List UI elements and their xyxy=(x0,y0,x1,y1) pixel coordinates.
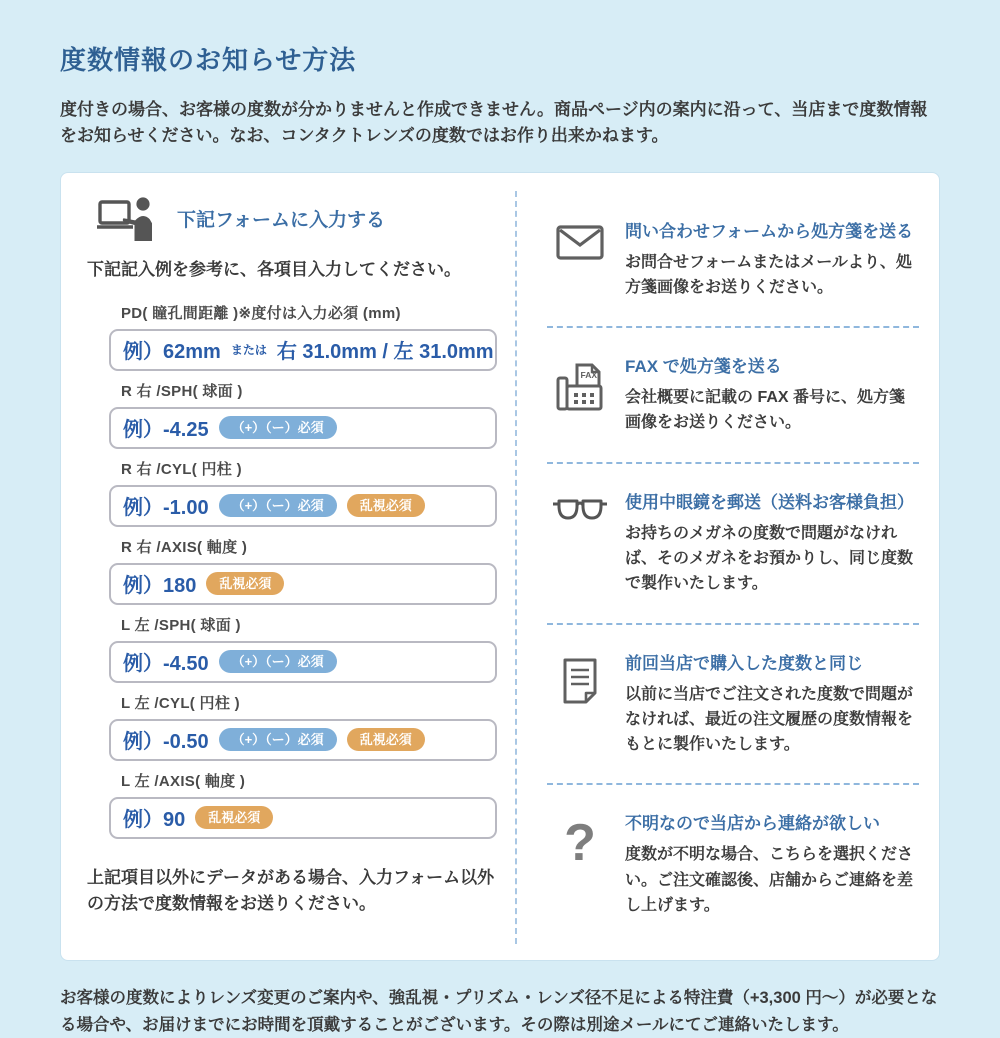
form-field-r-axis xyxy=(109,536,497,605)
example-value: 例）-4.25 xyxy=(123,419,209,442)
form-field-r-sph xyxy=(109,380,497,449)
plus-minus-required-badge: （+）（ー）必須 xyxy=(219,494,337,517)
method-body: 以前に当店でご注文された度数で問題がなければ、最近の注文履歴の度数情報をもとに製作いたします。 xyxy=(625,685,914,754)
plus-minus-required-badge: （+）（ー）必須 xyxy=(219,416,337,439)
form-fields xyxy=(85,302,497,839)
example-or-text: または xyxy=(230,343,267,358)
example-value: 例）90 xyxy=(123,809,186,832)
form-section-header xyxy=(97,195,497,243)
astigmatism-required-badge: 乱視必須 xyxy=(347,728,425,751)
form-input-section xyxy=(85,191,515,944)
method-title: FAX で処方箋を送る xyxy=(625,357,782,377)
question-icon xyxy=(547,809,613,918)
field-label: R 右 /CYL( 円柱 ) xyxy=(121,460,242,478)
example-input-box xyxy=(109,329,497,371)
glasses-icon xyxy=(547,488,613,597)
field-label: L 左 /AXIS( 軸度 ) xyxy=(121,772,246,790)
form-instruction: 下記記入例を参考に、各項目入力してください。 xyxy=(87,259,461,279)
field-label: PD( 瞳孔間距離 )※度付は入力必須 (mm) xyxy=(121,304,401,322)
method-title: 使用中眼鏡を郵送（送料お客様負担） xyxy=(625,492,914,512)
plus-minus-required-badge: （+）（ー）必須 xyxy=(219,728,337,751)
field-label: R 右 /SPH( 球面 ) xyxy=(121,382,243,400)
form-section-note: 上記項目以外にデータがある場合、入力フォーム以外の方法で度数情報をお送りください。 xyxy=(87,867,495,914)
form-field-l-sph xyxy=(109,614,497,683)
person-at-computer-icon xyxy=(97,195,159,243)
form-field-pd xyxy=(109,302,497,371)
method-contact-form xyxy=(547,193,919,329)
fax-icon xyxy=(547,352,613,436)
example-input-box xyxy=(109,641,497,683)
field-label: L 左 /CYL( 円柱 ) xyxy=(121,694,240,712)
example-value-extra: 右 31.0mm / 左 31.0mm xyxy=(276,341,494,364)
method-body: 度数が不明な場合、こちらを選択ください。ご注文確認後、店舗からご連絡を差し上げます。 xyxy=(625,846,914,914)
plus-minus-required-badge: （+）（ー）必須 xyxy=(219,650,337,673)
method-unknown-contact-me xyxy=(547,785,919,944)
astigmatism-required-badge: 乱視必須 xyxy=(206,572,284,595)
form-field-l-cyl xyxy=(109,692,497,761)
example-input-box xyxy=(109,407,497,449)
footer-note: お客様の度数によりレンズ変更のご案内や、強乱視・プリズム・レンズ径不足による特注費（+3,300 円〜）が必要となる場合や、お届けまでにお時間を頂戴することがございます。その際は別途メールにてご連絡いたします。 xyxy=(60,989,938,1034)
envelope-icon xyxy=(547,217,613,301)
astigmatism-required-badge: 乱視必須 xyxy=(195,806,273,829)
example-input-box xyxy=(109,485,497,527)
question-glyph: ? xyxy=(564,814,596,873)
method-body: お問合せフォームまたはメールより、処方箋画像をお送りください。 xyxy=(625,253,912,296)
field-label: R 右 /AXIS( 軸度 ) xyxy=(121,538,248,556)
form-section-heading: 下記フォームに入力する xyxy=(177,210,386,232)
method-mail-glasses xyxy=(547,464,919,625)
method-text xyxy=(625,649,919,758)
method-fax xyxy=(547,328,919,464)
svg-text:FAX: FAX xyxy=(580,370,598,381)
alternative-methods-section xyxy=(515,191,925,944)
form-field-l-axis xyxy=(109,770,497,839)
example-value: 例）180 xyxy=(123,575,197,598)
method-previous-order xyxy=(547,625,919,786)
form-field-r-cyl xyxy=(109,458,497,527)
example-value: 例）-1.00 xyxy=(123,497,209,520)
example-value: 例）62mm xyxy=(123,341,221,364)
page-title: 度数情報のお知らせ方法 xyxy=(60,45,357,75)
example-value: 例）-0.50 xyxy=(123,731,209,754)
method-text xyxy=(625,809,919,918)
method-body: お持ちのメガネの度数で問題がなければ、そのメガネをお預かりし、同じ度数で製作いたします。 xyxy=(625,524,914,593)
astigmatism-required-badge: 乱視必須 xyxy=(347,494,425,517)
intro-text: 度付きの場合、お客様の度数が分かりませんと作成できません。商品ページ内の案内に沿って、当店まで度数情報をお知らせください。なお、コンタクトレンズの度数ではお作り出来かねます。 xyxy=(60,100,928,146)
method-text xyxy=(625,352,919,436)
example-value: 例）-4.50 xyxy=(123,653,209,676)
method-body: 会社概要に記載の FAX 番号に、処方箋画像をお送りください。 xyxy=(625,389,906,432)
method-text xyxy=(625,488,919,597)
method-title: 前回当店で購入した度数と同じ xyxy=(625,653,863,673)
method-text xyxy=(625,217,919,301)
field-label: L 左 /SPH( 球面 ) xyxy=(121,616,241,634)
method-title: 不明なので当店から連絡が欲しい xyxy=(625,814,880,834)
method-title: 問い合わせフォームから処方箋を送る xyxy=(625,221,914,241)
example-input-box xyxy=(109,563,497,605)
example-input-box xyxy=(109,719,497,761)
prescription-info-card xyxy=(60,172,940,961)
document-icon xyxy=(547,649,613,758)
example-input-box xyxy=(109,797,497,839)
